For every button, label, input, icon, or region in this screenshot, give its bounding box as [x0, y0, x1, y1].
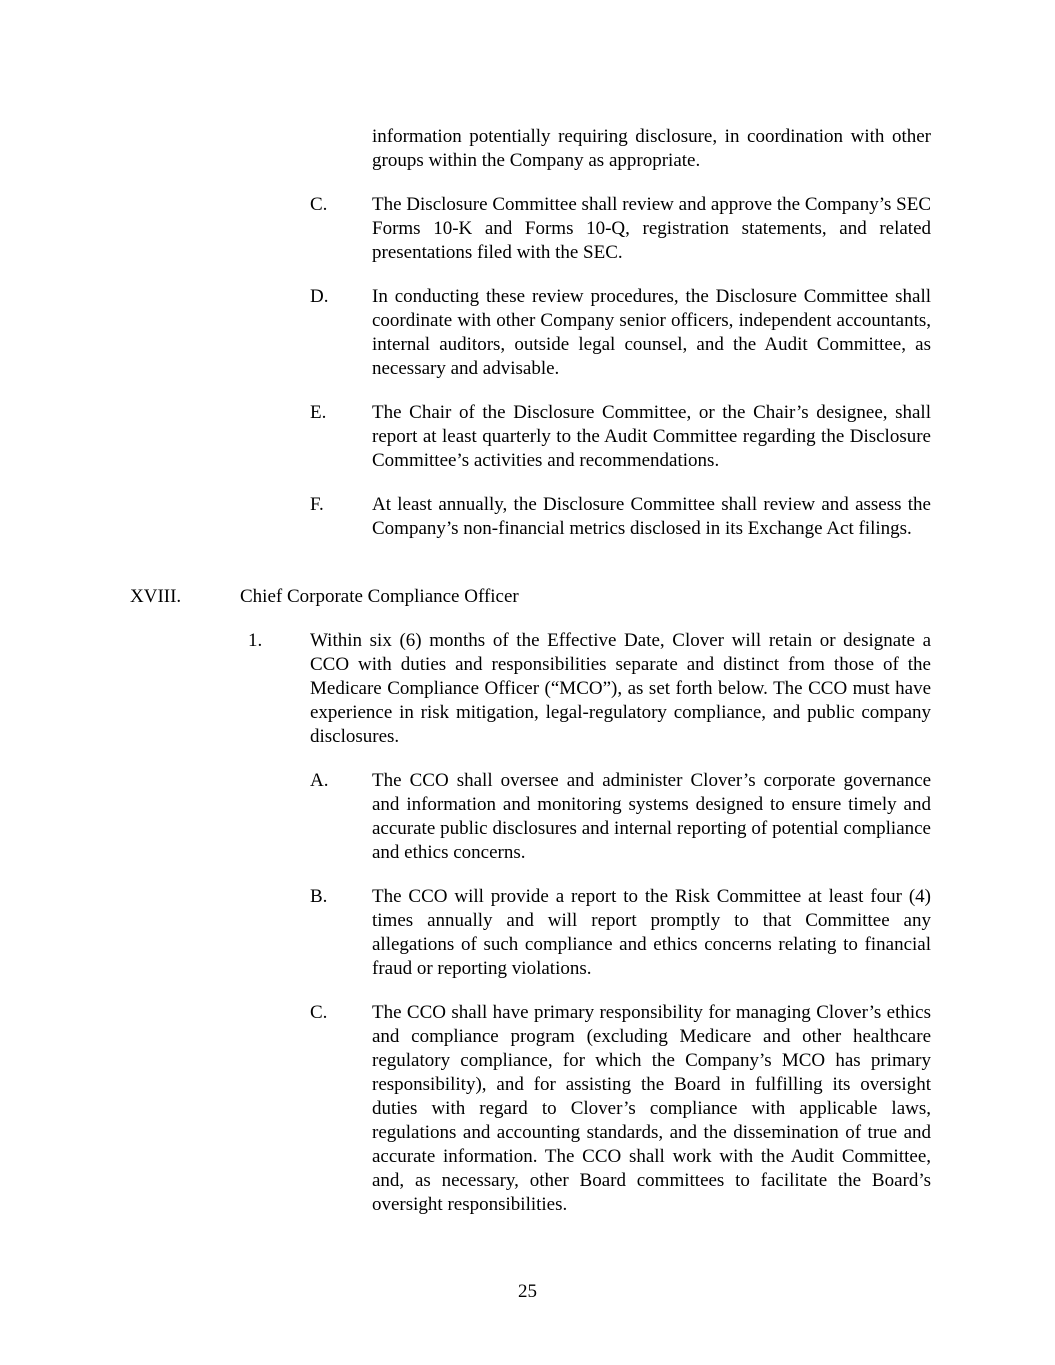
- item-paragraph: At least annually, the Disclosure Committee shall review and assess the Company’s non-financial metrics disclosed in its Exchange Act filings.: [372, 494, 931, 539]
- item-paragraph: The CCO shall oversee and administer Clover’s corporate governance and information and monitoring systems designed to ensure timely and accurate public disclosures and internal reporting of potential compliance and ethics concerns.: [372, 770, 931, 863]
- item-paragraph: The CCO will provide a report to the Risk Committee at least four (4) times annually and will report promptly to that Committee any allegations of such compliance and ethics concerns relating to financial fraud or reporting violations.: [372, 886, 931, 979]
- item-paragraph: The CCO shall have primary responsibility for managing Clover’s ethics and compliance program (excluding Medicare and other healthcare regulatory compliance, for which the Company’s MCO has primary responsibility), and for assisting the Board in fulfilling its oversight duties with regard to Clover’s compliance with applicable laws, regulations and accounting standards, and the dissemination of true and accurate information. The CCO shall work with the Audit Committee, and, as necessary, other Board committees to facilitate the Board’s oversight responsibilities.: [372, 1002, 931, 1215]
- item-label: B.: [310, 886, 328, 907]
- section-title: Chief Corporate Compliance Officer: [240, 586, 519, 607]
- item-paragraph: The Disclosure Committee shall review and approve the Company’s SEC Forms 10-K and Forms 10-Q, registration statements, and related presentations filed with the SEC.: [372, 194, 931, 263]
- page-number: 25: [518, 1281, 537, 1302]
- item-label: F.: [310, 494, 324, 515]
- section-number: XVIII.: [130, 586, 182, 607]
- item-label: E.: [310, 402, 327, 423]
- item-label: C.: [310, 194, 328, 215]
- item-paragraph: The Chair of the Disclosure Committee, or the Chair’s designee, shall report at least quarterly to the Audit Committee regarding the Disclosure Committee’s activities and recommendations.: [372, 402, 931, 471]
- item-label: C.: [310, 1002, 328, 1023]
- item-label: A.: [310, 770, 329, 791]
- item-label: D.: [310, 286, 329, 307]
- continuation-paragraph: information potentially requiring disclosure, in coordination with other groups within the Company as appropriate.: [372, 126, 931, 171]
- item-paragraph: In conducting these review procedures, the Disclosure Committee shall coordinate with other Company senior officers, independent accountants, internal auditors, outside legal counsel, and the Audit Committee, as necessary and advisable.: [372, 286, 931, 379]
- numbered-item-paragraph: Within six (6) months of the Effective Date, Clover will retain or designate a CCO with duties and responsibilities separate and distinct from those of the Medicare Compliance Officer (“MCO”), as set forth below. The CCO must have experience in risk mitigation, legal-regulatory compliance, and public company disclosures.: [310, 630, 931, 747]
- numbered-item-label: 1.: [248, 630, 263, 651]
